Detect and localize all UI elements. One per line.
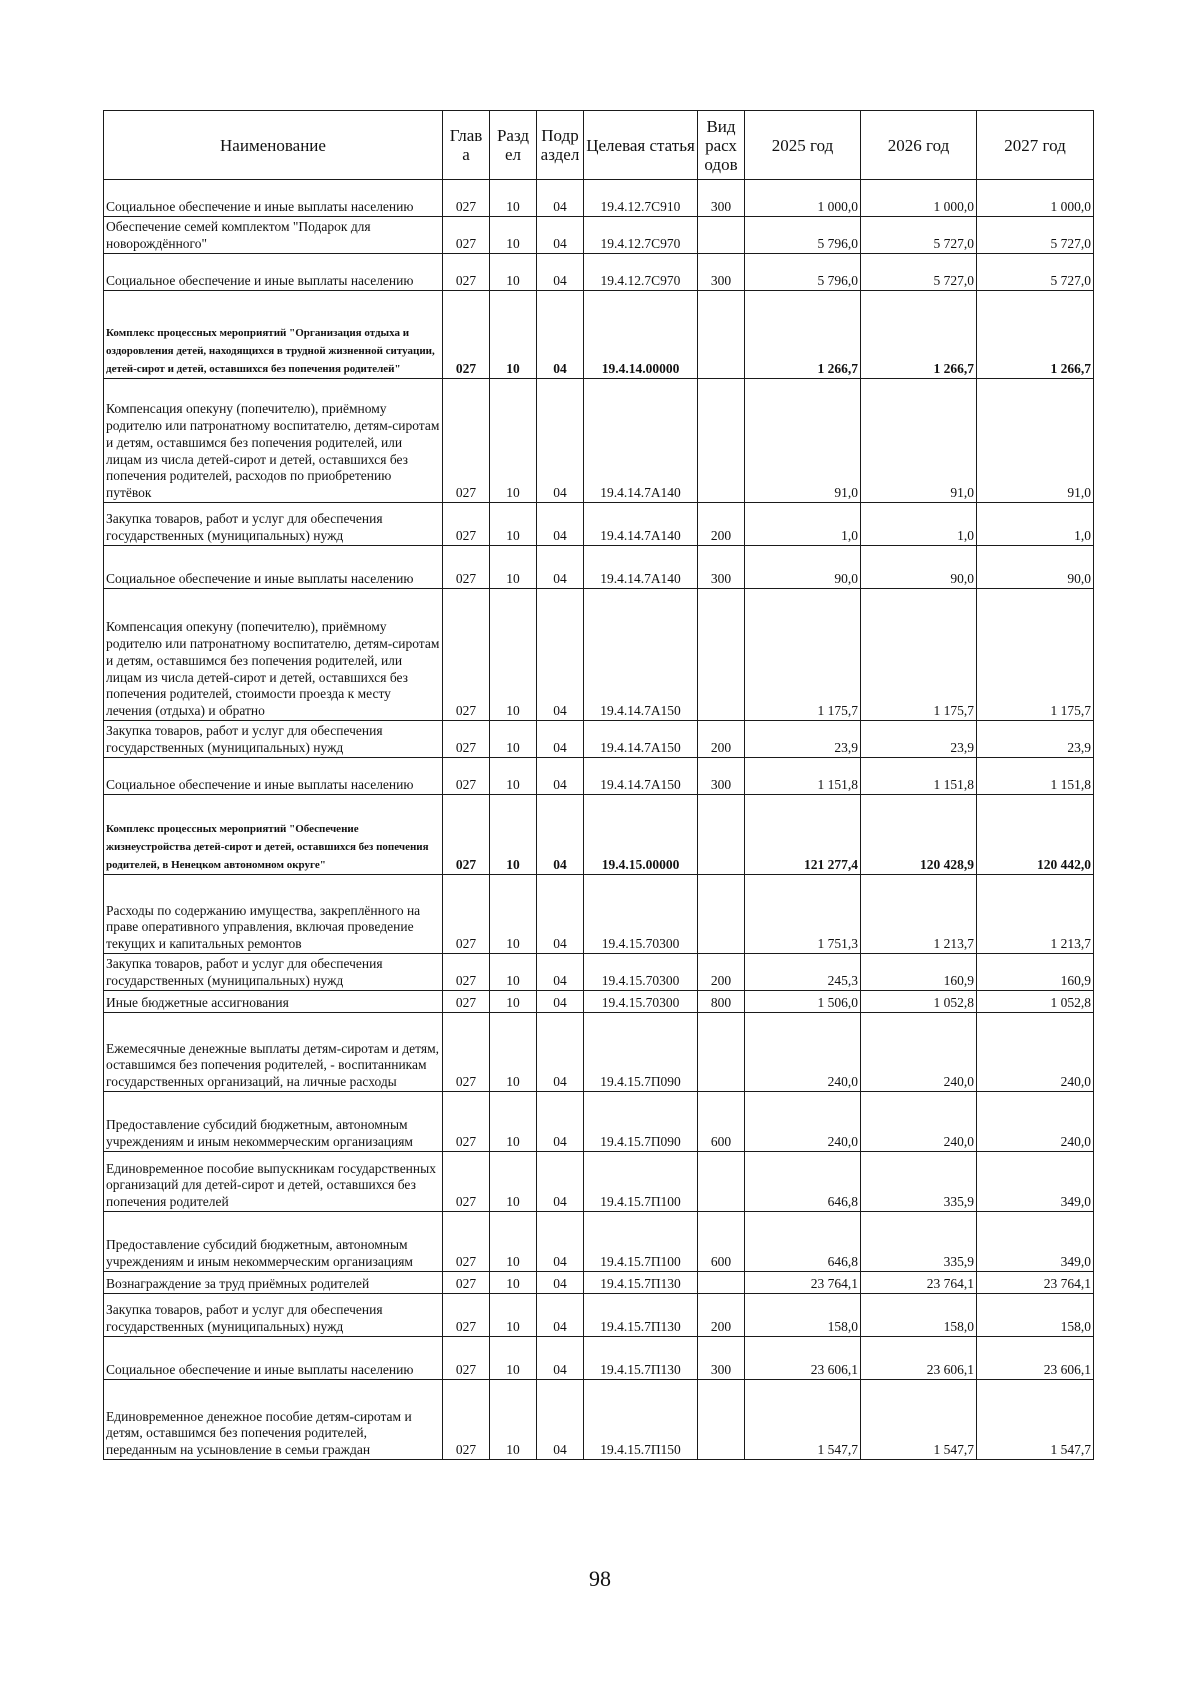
cell-celevaya-statya: 19.4.14.7А140 — [584, 379, 698, 503]
cell-name: Компенсация опекуну (попечителю), приёмному родителю или патронатному воспитателю, детям-сиротам и детям, оставшимся без попечения родителей, или лицам из числа детей-сирот и детей, оставшихся без попечения родителей, стоимости проезда к месту лечения (отдыха) и обратно — [104, 589, 443, 721]
cell-razdel: 10 — [490, 1212, 537, 1272]
cell-year-2027: 5 727,0 — [977, 217, 1094, 254]
cell-name: Социальное обеспечение и иные выплаты населению — [104, 180, 443, 217]
cell-glava: 027 — [443, 180, 490, 217]
cell-celevaya-statya: 19.4.15.7П130 — [584, 1294, 698, 1337]
cell-name: Социальное обеспечение и иные выплаты населению — [104, 254, 443, 291]
cell-glava: 027 — [443, 254, 490, 291]
header-razdel: Разд ел — [490, 111, 537, 180]
cell-podrazdel: 04 — [537, 254, 584, 291]
cell-podrazdel: 04 — [537, 503, 584, 546]
cell-glava: 027 — [443, 1380, 490, 1460]
cell-razdel: 10 — [490, 1380, 537, 1460]
table-row — [104, 180, 1094, 217]
cell-razdel: 10 — [490, 180, 537, 217]
cell-podrazdel: 04 — [537, 1272, 584, 1294]
cell-podrazdel: 04 — [537, 291, 584, 379]
cell-razdel: 10 — [490, 1092, 537, 1152]
cell-razdel: 10 — [490, 254, 537, 291]
cell-vid-rashodov — [698, 1272, 745, 1294]
cell-year-2025: 1 506,0 — [745, 991, 861, 1013]
cell-razdel: 10 — [490, 1152, 537, 1212]
cell-podrazdel: 04 — [537, 1380, 584, 1460]
cell-razdel: 10 — [490, 795, 537, 875]
page-number: 98 — [589, 1566, 611, 1591]
cell-year-2026: 1 151,8 — [861, 758, 977, 795]
cell-year-2025: 240,0 — [745, 1092, 861, 1152]
cell-name: Закупка товаров, работ и услуг для обеспечения государственных (муниципальных) нужд — [104, 1294, 443, 1337]
cell-year-2026: 1 266,7 — [861, 291, 977, 379]
cell-razdel: 10 — [490, 1272, 537, 1294]
cell-name: Расходы по содержанию имущества, закреплённого на праве оперативного управления, включая проведение текущих и капитальных ремонтов — [104, 875, 443, 954]
cell-celevaya-statya: 19.4.15.7П090 — [584, 1092, 698, 1152]
cell-podrazdel: 04 — [537, 1212, 584, 1272]
table-row — [104, 1092, 1094, 1152]
cell-celevaya-statya: 19.4.15.70300 — [584, 991, 698, 1013]
cell-name: Закупка товаров, работ и услуг для обеспечения государственных (муниципальных) нужд — [104, 721, 443, 758]
cell-year-2026: 1 213,7 — [861, 875, 977, 954]
cell-name: Иные бюджетные ассигнования — [104, 991, 443, 1013]
cell-razdel: 10 — [490, 1337, 537, 1380]
cell-celevaya-statya: 19.4.15.7П100 — [584, 1212, 698, 1272]
cell-glava: 027 — [443, 875, 490, 954]
header-vid-rashodov: Вид расх одов — [698, 111, 745, 180]
cell-glava: 027 — [443, 503, 490, 546]
cell-year-2026: 158,0 — [861, 1294, 977, 1337]
cell-vid-rashodov: 300 — [698, 546, 745, 589]
cell-year-2026: 23,9 — [861, 721, 977, 758]
cell-name: Компенсация опекуну (попечителю), приёмному родителю или патронатному воспитателю, детям-сиротам и детям, оставшимся без попечения родителей, или лицам из числа детей-сирот и детей, оставшихся без попечения родителей, расходов по приобретению путёвок — [104, 379, 443, 503]
cell-celevaya-statya: 19.4.12.7С970 — [584, 254, 698, 291]
cell-name: Закупка товаров, работ и услуг для обеспечения государственных (муниципальных) нужд — [104, 954, 443, 991]
cell-podrazdel: 04 — [537, 546, 584, 589]
cell-celevaya-statya: 19.4.15.7П130 — [584, 1337, 698, 1380]
header-podrazdel: Подр аздел — [537, 111, 584, 180]
cell-podrazdel: 04 — [537, 1152, 584, 1212]
cell-year-2026: 1,0 — [861, 503, 977, 546]
cell-year-2025: 90,0 — [745, 546, 861, 589]
header-year-2025: 2025 год — [745, 111, 861, 180]
cell-year-2027: 349,0 — [977, 1212, 1094, 1272]
cell-celevaya-statya: 19.4.14.7А150 — [584, 721, 698, 758]
cell-year-2027: 91,0 — [977, 379, 1094, 503]
table-row — [104, 795, 1094, 875]
cell-glava: 027 — [443, 1152, 490, 1212]
cell-year-2025: 23,9 — [745, 721, 861, 758]
cell-year-2027: 1,0 — [977, 503, 1094, 546]
cell-year-2025: 23 764,1 — [745, 1272, 861, 1294]
cell-razdel: 10 — [490, 991, 537, 1013]
header-year-2026: 2026 год — [861, 111, 977, 180]
cell-vid-rashodov: 300 — [698, 254, 745, 291]
header-name: Наименование — [104, 111, 443, 180]
cell-razdel: 10 — [490, 1013, 537, 1092]
table-header — [104, 111, 1094, 180]
cell-year-2026: 335,9 — [861, 1212, 977, 1272]
cell-year-2026: 90,0 — [861, 546, 977, 589]
cell-year-2026: 1 000,0 — [861, 180, 977, 217]
cell-celevaya-statya: 19.4.14.7А150 — [584, 758, 698, 795]
cell-glava: 027 — [443, 1272, 490, 1294]
table-row — [104, 1013, 1094, 1092]
cell-year-2025: 5 796,0 — [745, 217, 861, 254]
cell-vid-rashodov: 600 — [698, 1092, 745, 1152]
cell-podrazdel: 04 — [537, 991, 584, 1013]
table-row — [104, 1294, 1094, 1337]
cell-podrazdel: 04 — [537, 875, 584, 954]
cell-name: Комплекс процессных мероприятий "Обеспечение жизнеустройства детей-сирот и детей, оставшихся без попечения родителей, в Ненецком автономном округе" — [104, 795, 443, 875]
cell-glava: 027 — [443, 1337, 490, 1380]
cell-vid-rashodov: 800 — [698, 991, 745, 1013]
cell-razdel: 10 — [490, 217, 537, 254]
cell-year-2027: 240,0 — [977, 1013, 1094, 1092]
cell-year-2025: 240,0 — [745, 1013, 861, 1092]
table-row — [104, 254, 1094, 291]
cell-year-2027: 1 151,8 — [977, 758, 1094, 795]
cell-podrazdel: 04 — [537, 1294, 584, 1337]
cell-vid-rashodov: 200 — [698, 503, 745, 546]
cell-podrazdel: 04 — [537, 758, 584, 795]
table-row — [104, 379, 1094, 503]
cell-razdel: 10 — [490, 1294, 537, 1337]
cell-razdel: 10 — [490, 954, 537, 991]
cell-podrazdel: 04 — [537, 721, 584, 758]
cell-vid-rashodov: 300 — [698, 180, 745, 217]
cell-vid-rashodov — [698, 217, 745, 254]
cell-year-2026: 5 727,0 — [861, 217, 977, 254]
cell-year-2025: 23 606,1 — [745, 1337, 861, 1380]
cell-razdel: 10 — [490, 758, 537, 795]
cell-celevaya-statya: 19.4.15.7П150 — [584, 1380, 698, 1460]
table-row — [104, 1337, 1094, 1380]
cell-year-2027: 23 764,1 — [977, 1272, 1094, 1294]
cell-year-2027: 1 266,7 — [977, 291, 1094, 379]
table-row — [104, 291, 1094, 379]
cell-name: Закупка товаров, работ и услуг для обеспечения государственных (муниципальных) нужд — [104, 503, 443, 546]
cell-year-2026: 91,0 — [861, 379, 977, 503]
document-page — [103, 110, 1093, 1460]
cell-year-2027: 1 175,7 — [977, 589, 1094, 721]
cell-vid-rashodov — [698, 589, 745, 721]
cell-celevaya-statya: 19.4.15.70300 — [584, 875, 698, 954]
cell-podrazdel: 04 — [537, 217, 584, 254]
cell-year-2026: 1 052,8 — [861, 991, 977, 1013]
table-row — [104, 1152, 1094, 1212]
cell-year-2026: 240,0 — [861, 1013, 977, 1092]
cell-podrazdel: 04 — [537, 379, 584, 503]
cell-glava: 027 — [443, 379, 490, 503]
cell-year-2026: 1 547,7 — [861, 1380, 977, 1460]
cell-year-2026: 5 727,0 — [861, 254, 977, 291]
cell-year-2027: 160,9 — [977, 954, 1094, 991]
table-row — [104, 1272, 1094, 1294]
cell-celevaya-statya: 19.4.14.7А140 — [584, 546, 698, 589]
cell-year-2025: 646,8 — [745, 1212, 861, 1272]
cell-razdel: 10 — [490, 503, 537, 546]
cell-year-2025: 1,0 — [745, 503, 861, 546]
cell-vid-rashodov: 600 — [698, 1212, 745, 1272]
budget-table — [103, 110, 1094, 1460]
cell-celevaya-statya: 19.4.12.7С970 — [584, 217, 698, 254]
cell-year-2027: 1 052,8 — [977, 991, 1094, 1013]
cell-year-2025: 646,8 — [745, 1152, 861, 1212]
cell-name: Единовременное денежное пособие детям-сиротам и детям, оставшимся без попечения родителей, переданным на усыновление в семьи граждан — [104, 1380, 443, 1460]
cell-podrazdel: 04 — [537, 1092, 584, 1152]
cell-celevaya-statya: 19.4.15.7П100 — [584, 1152, 698, 1212]
cell-year-2026: 23 764,1 — [861, 1272, 977, 1294]
cell-vid-rashodov — [698, 291, 745, 379]
cell-year-2027: 1 547,7 — [977, 1380, 1094, 1460]
table-row — [104, 589, 1094, 721]
cell-year-2026: 240,0 — [861, 1092, 977, 1152]
cell-year-2025: 5 796,0 — [745, 254, 861, 291]
table-row — [104, 954, 1094, 991]
table-row — [104, 503, 1094, 546]
cell-name: Предоставление субсидий бюджетным, автономным учреждениям и иным некоммерческим организациям — [104, 1092, 443, 1152]
cell-year-2026: 23 606,1 — [861, 1337, 977, 1380]
cell-vid-rashodov — [698, 875, 745, 954]
cell-year-2026: 1 175,7 — [861, 589, 977, 721]
cell-glava: 027 — [443, 546, 490, 589]
table-row — [104, 1212, 1094, 1272]
cell-razdel: 10 — [490, 721, 537, 758]
cell-year-2025: 1 000,0 — [745, 180, 861, 217]
cell-vid-rashodov — [698, 1380, 745, 1460]
cell-glava: 027 — [443, 954, 490, 991]
cell-glava: 027 — [443, 1013, 490, 1092]
cell-vid-rashodov: 200 — [698, 721, 745, 758]
cell-name: Социальное обеспечение и иные выплаты населению — [104, 758, 443, 795]
header-celevaya-statya: Целевая статья — [584, 111, 698, 180]
cell-name: Обеспечение семей комплектом "Подарок для новорождённого" — [104, 217, 443, 254]
cell-year-2025: 1 751,3 — [745, 875, 861, 954]
cell-year-2025: 121 277,4 — [745, 795, 861, 875]
table-row — [104, 991, 1094, 1013]
cell-podrazdel: 04 — [537, 589, 584, 721]
cell-year-2025: 91,0 — [745, 379, 861, 503]
cell-celevaya-statya: 19.4.15.7П130 — [584, 1272, 698, 1294]
cell-year-2027: 5 727,0 — [977, 254, 1094, 291]
cell-razdel: 10 — [490, 291, 537, 379]
cell-podrazdel: 04 — [537, 180, 584, 217]
table-row — [104, 758, 1094, 795]
cell-celevaya-statya: 19.4.15.00000 — [584, 795, 698, 875]
cell-year-2027: 23,9 — [977, 721, 1094, 758]
cell-year-2026: 120 428,9 — [861, 795, 977, 875]
cell-year-2027: 349,0 — [977, 1152, 1094, 1212]
cell-name: Ежемесячные денежные выплаты детям-сиротам и детям, оставшимся без попечения родителей, - воспитанникам государственных организаций, на личные расходы — [104, 1013, 443, 1092]
cell-vid-rashodov — [698, 795, 745, 875]
cell-podrazdel: 04 — [537, 795, 584, 875]
cell-year-2025: 158,0 — [745, 1294, 861, 1337]
cell-celevaya-statya: 19.4.15.7П090 — [584, 1013, 698, 1092]
cell-year-2025: 1 547,7 — [745, 1380, 861, 1460]
cell-vid-rashodov: 300 — [698, 1337, 745, 1380]
cell-glava: 027 — [443, 1294, 490, 1337]
table-row — [104, 1380, 1094, 1460]
cell-glava: 027 — [443, 1092, 490, 1152]
cell-year-2027: 240,0 — [977, 1092, 1094, 1152]
cell-glava: 027 — [443, 758, 490, 795]
cell-year-2027: 158,0 — [977, 1294, 1094, 1337]
cell-vid-rashodov: 300 — [698, 758, 745, 795]
cell-vid-rashodov — [698, 1013, 745, 1092]
cell-razdel: 10 — [490, 546, 537, 589]
cell-podrazdel: 04 — [537, 1013, 584, 1092]
cell-glava: 027 — [443, 1212, 490, 1272]
cell-year-2025: 1 151,8 — [745, 758, 861, 795]
cell-vid-rashodov — [698, 1152, 745, 1212]
cell-vid-rashodov — [698, 379, 745, 503]
table-row — [104, 875, 1094, 954]
cell-glava: 027 — [443, 589, 490, 721]
cell-year-2025: 245,3 — [745, 954, 861, 991]
cell-year-2025: 1 175,7 — [745, 589, 861, 721]
cell-celevaya-statya: 19.4.12.7С910 — [584, 180, 698, 217]
cell-podrazdel: 04 — [537, 1337, 584, 1380]
cell-glava: 027 — [443, 795, 490, 875]
cell-celevaya-statya: 19.4.14.7А150 — [584, 589, 698, 721]
cell-year-2027: 1 213,7 — [977, 875, 1094, 954]
cell-name: Единовременное пособие выпускникам государственных организаций для детей-сирот и детей, оставшихся без попечения родителей — [104, 1152, 443, 1212]
table-body — [104, 180, 1094, 1460]
cell-celevaya-statya: 19.4.15.70300 — [584, 954, 698, 991]
cell-year-2027: 23 606,1 — [977, 1337, 1094, 1380]
table-row — [104, 546, 1094, 589]
cell-glava: 027 — [443, 217, 490, 254]
cell-podrazdel: 04 — [537, 954, 584, 991]
cell-year-2026: 160,9 — [861, 954, 977, 991]
cell-year-2027: 90,0 — [977, 546, 1094, 589]
cell-year-2027: 120 442,0 — [977, 795, 1094, 875]
cell-razdel: 10 — [490, 589, 537, 721]
cell-razdel: 10 — [490, 379, 537, 503]
cell-celevaya-statya: 19.4.14.7А140 — [584, 503, 698, 546]
cell-name: Социальное обеспечение и иные выплаты населению — [104, 546, 443, 589]
cell-year-2027: 1 000,0 — [977, 180, 1094, 217]
cell-glava: 027 — [443, 991, 490, 1013]
cell-glava: 027 — [443, 721, 490, 758]
cell-vid-rashodov: 200 — [698, 1294, 745, 1337]
cell-name: Вознаграждение за труд приёмных родителей — [104, 1272, 443, 1294]
header-year-2027: 2027 год — [977, 111, 1094, 180]
cell-name: Комплекс процессных мероприятий "Организация отдыха и оздоровления детей, находящихся в трудной жизненной ситуации, детей-сирот и детей, оставшихся без попечения родителей" — [104, 291, 443, 379]
table-row — [104, 721, 1094, 758]
cell-year-2025: 1 266,7 — [745, 291, 861, 379]
cell-name: Предоставление субсидий бюджетным, автономным учреждениям и иным некоммерческим организациям — [104, 1212, 443, 1272]
header-glava: Глав а — [443, 111, 490, 180]
cell-glava: 027 — [443, 291, 490, 379]
table-row — [104, 217, 1094, 254]
cell-name: Социальное обеспечение и иные выплаты населению — [104, 1337, 443, 1380]
cell-razdel: 10 — [490, 875, 537, 954]
cell-celevaya-statya: 19.4.14.00000 — [584, 291, 698, 379]
cell-year-2026: 335,9 — [861, 1152, 977, 1212]
cell-vid-rashodov: 200 — [698, 954, 745, 991]
